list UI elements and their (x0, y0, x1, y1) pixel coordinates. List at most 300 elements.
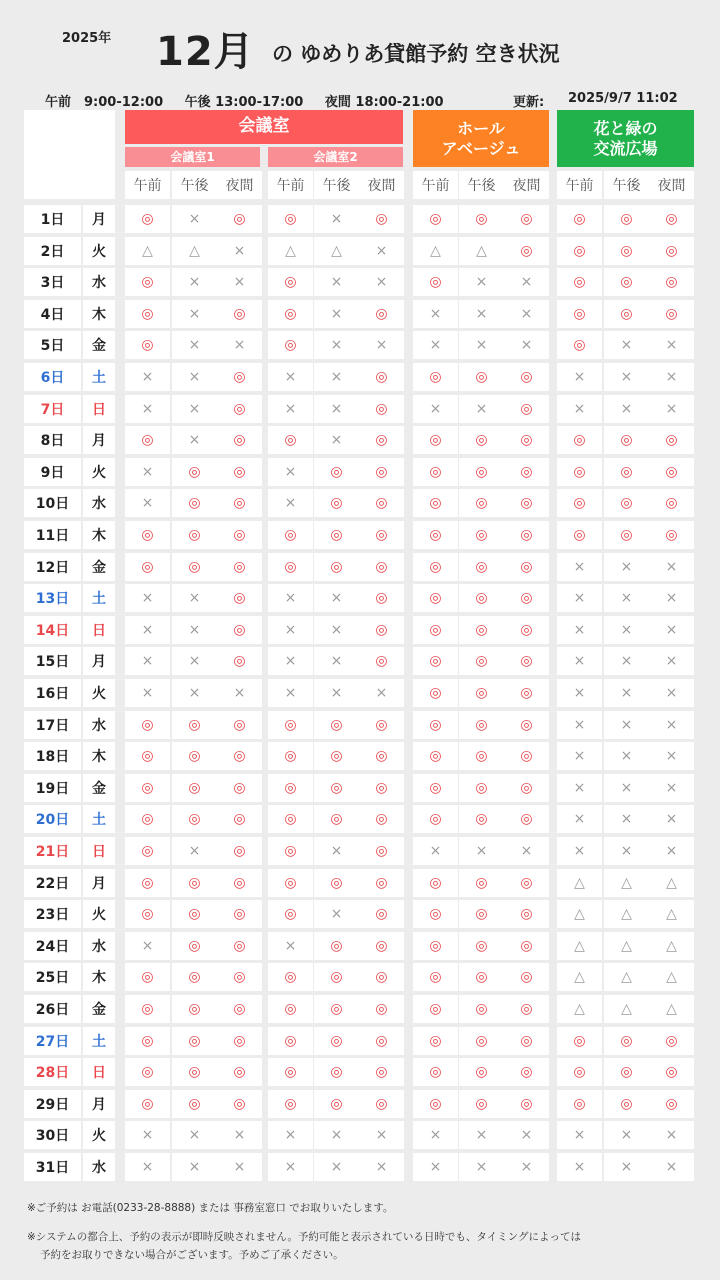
status-cell[interactable]: ◎ (314, 963, 359, 991)
status-cell[interactable]: ◎ (314, 742, 359, 770)
status-cell[interactable]: ◎ (413, 679, 458, 707)
status-cell[interactable]: ◎ (557, 521, 602, 549)
status-cell[interactable]: ◎ (459, 1090, 504, 1118)
status-cell[interactable]: ◎ (359, 300, 404, 328)
status-cell[interactable]: × (504, 1121, 549, 1149)
status-cell[interactable]: ◎ (557, 458, 602, 486)
status-cell[interactable]: ◎ (359, 458, 404, 486)
status-cell[interactable]: ◎ (504, 1090, 549, 1118)
status-cell[interactable]: × (649, 679, 694, 707)
status-cell[interactable]: ◎ (217, 647, 262, 675)
status-cell[interactable]: × (217, 1153, 262, 1181)
status-cell[interactable]: ◎ (172, 553, 217, 581)
status-cell[interactable]: ◎ (604, 237, 649, 265)
status-cell[interactable]: ◎ (217, 774, 262, 802)
status-cell[interactable]: × (413, 837, 458, 865)
status-cell[interactable]: ◎ (359, 932, 404, 960)
status-cell[interactable]: ◎ (459, 458, 504, 486)
status-cell[interactable]: ◎ (413, 616, 458, 644)
status-cell[interactable]: ◎ (125, 774, 170, 802)
status-cell[interactable]: × (268, 679, 313, 707)
status-cell[interactable]: × (172, 395, 217, 423)
status-cell[interactable]: ◎ (217, 805, 262, 833)
status-cell[interactable]: ◎ (459, 426, 504, 454)
status-cell[interactable]: × (314, 647, 359, 675)
status-cell[interactable]: ◎ (125, 1058, 170, 1086)
status-cell[interactable]: ◎ (359, 742, 404, 770)
status-cell[interactable]: ◎ (413, 363, 458, 391)
status-cell[interactable]: × (268, 584, 313, 612)
status-cell[interactable]: ◎ (172, 995, 217, 1023)
status-cell[interactable]: ◎ (649, 205, 694, 233)
status-cell[interactable]: × (314, 395, 359, 423)
status-cell[interactable]: △ (268, 237, 313, 265)
status-cell[interactable]: × (268, 647, 313, 675)
status-cell[interactable]: × (172, 647, 217, 675)
status-cell[interactable]: × (504, 1153, 549, 1181)
status-cell[interactable]: × (413, 395, 458, 423)
status-cell[interactable]: × (649, 363, 694, 391)
status-cell[interactable]: × (125, 584, 170, 612)
status-cell[interactable]: △ (557, 932, 602, 960)
status-cell[interactable]: ◎ (359, 1027, 404, 1055)
status-cell[interactable]: ◎ (314, 774, 359, 802)
status-cell[interactable]: ◎ (649, 1090, 694, 1118)
status-cell[interactable]: ◎ (459, 774, 504, 802)
status-cell[interactable]: × (459, 837, 504, 865)
status-cell[interactable]: ◎ (359, 837, 404, 865)
status-cell[interactable]: ◎ (217, 963, 262, 991)
status-cell[interactable]: ◎ (172, 1027, 217, 1055)
status-cell[interactable]: × (314, 1153, 359, 1181)
status-cell[interactable]: ◎ (413, 426, 458, 454)
status-cell[interactable]: × (604, 363, 649, 391)
status-cell[interactable]: ◎ (359, 1090, 404, 1118)
status-cell[interactable]: × (172, 300, 217, 328)
status-cell[interactable]: ◎ (268, 1027, 313, 1055)
status-cell[interactable]: ◎ (413, 1058, 458, 1086)
status-cell[interactable]: × (172, 205, 217, 233)
status-cell[interactable]: × (649, 584, 694, 612)
status-cell[interactable]: × (604, 331, 649, 359)
status-cell[interactable]: ◎ (217, 363, 262, 391)
status-cell[interactable]: ◎ (217, 900, 262, 928)
status-cell[interactable]: ◎ (125, 805, 170, 833)
status-cell[interactable]: ◎ (314, 1058, 359, 1086)
status-cell[interactable]: ◎ (459, 679, 504, 707)
status-cell[interactable]: △ (413, 237, 458, 265)
status-cell[interactable]: △ (604, 995, 649, 1023)
status-cell[interactable]: × (557, 1153, 602, 1181)
status-cell[interactable]: ◎ (649, 458, 694, 486)
status-cell[interactable]: ◎ (413, 805, 458, 833)
status-cell[interactable]: × (649, 837, 694, 865)
status-cell[interactable]: △ (604, 869, 649, 897)
status-cell[interactable]: ◎ (172, 869, 217, 897)
status-cell[interactable]: ◎ (649, 1027, 694, 1055)
status-cell[interactable]: ◎ (125, 331, 170, 359)
status-cell[interactable]: × (125, 458, 170, 486)
status-cell[interactable]: ◎ (268, 774, 313, 802)
status-cell[interactable]: ◎ (459, 869, 504, 897)
status-cell[interactable]: × (125, 932, 170, 960)
status-cell[interactable]: ◎ (649, 268, 694, 296)
status-cell[interactable]: × (217, 268, 262, 296)
status-cell[interactable]: × (557, 1121, 602, 1149)
status-cell[interactable]: ◎ (459, 742, 504, 770)
status-cell[interactable]: ◎ (314, 805, 359, 833)
status-cell[interactable]: ◎ (649, 237, 694, 265)
status-cell[interactable]: ◎ (504, 995, 549, 1023)
status-cell[interactable]: ◎ (459, 205, 504, 233)
status-cell[interactable]: ◎ (413, 774, 458, 802)
status-cell[interactable]: × (217, 237, 262, 265)
status-cell[interactable]: × (172, 616, 217, 644)
status-cell[interactable]: ◎ (504, 1027, 549, 1055)
status-cell[interactable]: × (604, 584, 649, 612)
status-cell[interactable]: ◎ (125, 426, 170, 454)
status-cell[interactable]: × (557, 742, 602, 770)
status-cell[interactable]: ◎ (125, 869, 170, 897)
status-cell[interactable]: × (125, 1121, 170, 1149)
status-cell[interactable]: ◎ (314, 932, 359, 960)
status-cell[interactable]: × (359, 1121, 404, 1149)
status-cell[interactable]: × (557, 584, 602, 612)
status-cell[interactable]: ◎ (557, 331, 602, 359)
status-cell[interactable]: × (125, 363, 170, 391)
status-cell[interactable]: ◎ (268, 1090, 313, 1118)
status-cell[interactable]: ◎ (359, 205, 404, 233)
status-cell[interactable]: ◎ (217, 1027, 262, 1055)
status-cell[interactable]: ◎ (125, 1027, 170, 1055)
status-cell[interactable]: ◎ (217, 489, 262, 517)
status-cell[interactable]: △ (459, 237, 504, 265)
status-cell[interactable]: × (268, 1121, 313, 1149)
status-cell[interactable]: ◎ (268, 426, 313, 454)
status-cell[interactable]: ◎ (172, 458, 217, 486)
status-cell[interactable]: × (172, 679, 217, 707)
status-cell[interactable]: × (125, 679, 170, 707)
status-cell[interactable]: × (172, 837, 217, 865)
status-cell[interactable]: × (557, 395, 602, 423)
status-cell[interactable]: × (314, 584, 359, 612)
status-cell[interactable]: × (268, 932, 313, 960)
status-cell[interactable]: × (268, 489, 313, 517)
status-cell[interactable]: ◎ (359, 963, 404, 991)
status-cell[interactable]: × (314, 331, 359, 359)
status-cell[interactable]: ◎ (172, 805, 217, 833)
status-cell[interactable]: ◎ (504, 900, 549, 928)
status-cell[interactable]: ◎ (314, 711, 359, 739)
status-cell[interactable]: ◎ (172, 1090, 217, 1118)
status-cell[interactable]: ◎ (268, 300, 313, 328)
status-cell[interactable]: ◎ (604, 1027, 649, 1055)
status-cell[interactable]: ◎ (504, 363, 549, 391)
status-cell[interactable]: ◎ (504, 458, 549, 486)
status-cell[interactable]: ◎ (125, 711, 170, 739)
status-cell[interactable]: ◎ (504, 805, 549, 833)
status-cell[interactable]: ◎ (172, 711, 217, 739)
status-cell[interactable]: ◎ (125, 521, 170, 549)
status-cell[interactable]: × (604, 711, 649, 739)
status-cell[interactable]: × (314, 300, 359, 328)
status-cell[interactable]: × (314, 616, 359, 644)
status-cell[interactable]: × (649, 1121, 694, 1149)
status-cell[interactable]: ◎ (459, 521, 504, 549)
status-cell[interactable]: △ (649, 900, 694, 928)
status-cell[interactable]: ◎ (314, 489, 359, 517)
status-cell[interactable]: × (217, 679, 262, 707)
status-cell[interactable]: × (413, 1153, 458, 1181)
status-cell[interactable]: ◎ (557, 1027, 602, 1055)
status-cell[interactable]: ◎ (504, 616, 549, 644)
status-cell[interactable]: × (359, 331, 404, 359)
status-cell[interactable]: × (413, 331, 458, 359)
status-cell[interactable]: ◎ (359, 584, 404, 612)
status-cell[interactable]: × (459, 300, 504, 328)
status-cell[interactable]: ◎ (649, 300, 694, 328)
status-cell[interactable]: ◎ (217, 205, 262, 233)
status-cell[interactable]: ◎ (604, 458, 649, 486)
status-cell[interactable]: △ (314, 237, 359, 265)
status-cell[interactable]: ◎ (125, 553, 170, 581)
status-cell[interactable]: ◎ (314, 521, 359, 549)
status-cell[interactable]: △ (604, 900, 649, 928)
status-cell[interactable]: ◎ (504, 521, 549, 549)
status-cell[interactable]: × (649, 774, 694, 802)
status-cell[interactable]: ◎ (217, 395, 262, 423)
status-cell[interactable]: ◎ (172, 963, 217, 991)
status-cell[interactable]: ◎ (604, 300, 649, 328)
status-cell[interactable]: × (314, 205, 359, 233)
status-cell[interactable]: ◎ (504, 553, 549, 581)
status-cell[interactable]: ◎ (649, 489, 694, 517)
status-cell[interactable]: ◎ (359, 426, 404, 454)
status-cell[interactable]: × (649, 331, 694, 359)
status-cell[interactable]: ◎ (125, 742, 170, 770)
status-cell[interactable]: ◎ (217, 837, 262, 865)
status-cell[interactable]: × (604, 837, 649, 865)
status-cell[interactable]: ◎ (359, 1058, 404, 1086)
status-cell[interactable]: ◎ (413, 711, 458, 739)
status-cell[interactable]: ◎ (217, 426, 262, 454)
status-cell[interactable]: ◎ (217, 584, 262, 612)
status-cell[interactable]: ◎ (172, 489, 217, 517)
status-cell[interactable]: ◎ (268, 837, 313, 865)
status-cell[interactable]: × (504, 837, 549, 865)
status-cell[interactable]: ◎ (604, 1058, 649, 1086)
status-cell[interactable]: ◎ (217, 1058, 262, 1086)
status-cell[interactable]: × (172, 268, 217, 296)
status-cell[interactable]: × (604, 805, 649, 833)
status-cell[interactable]: ◎ (413, 742, 458, 770)
status-cell[interactable]: ◎ (217, 300, 262, 328)
status-cell[interactable]: ◎ (459, 647, 504, 675)
status-cell[interactable]: × (314, 679, 359, 707)
status-cell[interactable]: × (268, 395, 313, 423)
status-cell[interactable]: ◎ (413, 1090, 458, 1118)
status-cell[interactable]: ◎ (504, 395, 549, 423)
status-cell[interactable]: ◎ (359, 805, 404, 833)
status-cell[interactable]: △ (557, 995, 602, 1023)
status-cell[interactable]: ◎ (504, 205, 549, 233)
status-cell[interactable]: ◎ (125, 900, 170, 928)
status-cell[interactable]: × (172, 1121, 217, 1149)
status-cell[interactable]: ◎ (459, 932, 504, 960)
status-cell[interactable]: ◎ (413, 584, 458, 612)
status-cell[interactable]: × (504, 331, 549, 359)
status-cell[interactable]: × (557, 805, 602, 833)
status-cell[interactable]: △ (649, 995, 694, 1023)
status-cell[interactable]: × (314, 426, 359, 454)
status-cell[interactable]: × (649, 1153, 694, 1181)
status-cell[interactable]: ◎ (557, 426, 602, 454)
status-cell[interactable]: ◎ (172, 900, 217, 928)
status-cell[interactable]: ◎ (459, 553, 504, 581)
status-cell[interactable]: ◎ (217, 616, 262, 644)
status-cell[interactable]: × (604, 774, 649, 802)
status-cell[interactable]: ◎ (359, 711, 404, 739)
status-cell[interactable]: ◎ (604, 489, 649, 517)
status-cell[interactable]: × (604, 1121, 649, 1149)
status-cell[interactable]: × (172, 331, 217, 359)
status-cell[interactable]: × (557, 774, 602, 802)
status-cell[interactable]: × (649, 647, 694, 675)
status-cell[interactable]: ◎ (413, 995, 458, 1023)
status-cell[interactable]: ◎ (268, 805, 313, 833)
status-cell[interactable]: × (557, 363, 602, 391)
status-cell[interactable]: ◎ (125, 995, 170, 1023)
status-cell[interactable]: ◎ (172, 521, 217, 549)
status-cell[interactable]: × (314, 268, 359, 296)
status-cell[interactable]: ◎ (268, 268, 313, 296)
status-cell[interactable]: × (172, 1153, 217, 1181)
status-cell[interactable]: × (359, 679, 404, 707)
status-cell[interactable]: ◎ (413, 963, 458, 991)
status-cell[interactable]: × (314, 1121, 359, 1149)
status-cell[interactable]: ◎ (125, 1090, 170, 1118)
status-cell[interactable]: ◎ (359, 489, 404, 517)
status-cell[interactable]: × (557, 553, 602, 581)
status-cell[interactable]: ◎ (413, 900, 458, 928)
status-cell[interactable]: ◎ (359, 521, 404, 549)
status-cell[interactable]: × (649, 805, 694, 833)
status-cell[interactable]: ◎ (268, 521, 313, 549)
status-cell[interactable]: ◎ (459, 711, 504, 739)
status-cell[interactable]: ◎ (604, 205, 649, 233)
status-cell[interactable]: × (557, 679, 602, 707)
status-cell[interactable]: ◎ (359, 995, 404, 1023)
status-cell[interactable]: ◎ (314, 1090, 359, 1118)
status-cell[interactable]: ◎ (125, 963, 170, 991)
status-cell[interactable]: ◎ (125, 837, 170, 865)
status-cell[interactable]: ◎ (413, 869, 458, 897)
status-cell[interactable]: × (413, 300, 458, 328)
status-cell[interactable]: × (557, 616, 602, 644)
status-cell[interactable]: ◎ (125, 300, 170, 328)
status-cell[interactable]: △ (604, 963, 649, 991)
status-cell[interactable]: × (359, 268, 404, 296)
status-cell[interactable]: ◎ (314, 553, 359, 581)
status-cell[interactable]: × (172, 584, 217, 612)
status-cell[interactable]: × (604, 553, 649, 581)
status-cell[interactable]: × (557, 837, 602, 865)
status-cell[interactable]: × (649, 616, 694, 644)
status-cell[interactable]: ◎ (359, 647, 404, 675)
status-cell[interactable]: ◎ (604, 521, 649, 549)
status-cell[interactable]: × (413, 1121, 458, 1149)
status-cell[interactable]: ◎ (459, 963, 504, 991)
status-cell[interactable]: ◎ (504, 711, 549, 739)
status-cell[interactable]: ◎ (314, 869, 359, 897)
status-cell[interactable]: △ (557, 869, 602, 897)
status-cell[interactable]: × (459, 268, 504, 296)
status-cell[interactable]: ◎ (217, 995, 262, 1023)
status-cell[interactable]: × (604, 679, 649, 707)
status-cell[interactable]: △ (172, 237, 217, 265)
status-cell[interactable]: ◎ (268, 995, 313, 1023)
status-cell[interactable]: ◎ (268, 1058, 313, 1086)
status-cell[interactable]: × (125, 1153, 170, 1181)
status-cell[interactable]: × (268, 363, 313, 391)
status-cell[interactable]: ◎ (172, 774, 217, 802)
status-cell[interactable]: × (504, 300, 549, 328)
status-cell[interactable]: × (459, 395, 504, 423)
status-cell[interactable]: ◎ (413, 205, 458, 233)
status-cell[interactable]: ◎ (413, 647, 458, 675)
status-cell[interactable]: ◎ (459, 616, 504, 644)
status-cell[interactable]: × (359, 1153, 404, 1181)
status-cell[interactable]: ◎ (604, 1090, 649, 1118)
status-cell[interactable]: ◎ (649, 1058, 694, 1086)
status-cell[interactable]: ◎ (413, 553, 458, 581)
status-cell[interactable]: × (125, 616, 170, 644)
status-cell[interactable]: ◎ (557, 489, 602, 517)
status-cell[interactable]: × (125, 489, 170, 517)
status-cell[interactable]: ◎ (217, 458, 262, 486)
status-cell[interactable]: ◎ (268, 742, 313, 770)
status-cell[interactable]: ◎ (504, 1058, 549, 1086)
status-cell[interactable]: ◎ (504, 647, 549, 675)
status-cell[interactable]: × (649, 742, 694, 770)
status-cell[interactable]: ◎ (504, 774, 549, 802)
status-cell[interactable]: ◎ (459, 363, 504, 391)
status-cell[interactable]: × (604, 395, 649, 423)
status-cell[interactable]: × (557, 711, 602, 739)
status-cell[interactable]: × (314, 837, 359, 865)
status-cell[interactable]: ◎ (359, 616, 404, 644)
status-cell[interactable]: ◎ (268, 711, 313, 739)
status-cell[interactable]: ◎ (459, 584, 504, 612)
status-cell[interactable]: ◎ (413, 489, 458, 517)
status-cell[interactable]: ◎ (604, 426, 649, 454)
status-cell[interactable]: △ (557, 900, 602, 928)
status-cell[interactable]: ◎ (413, 521, 458, 549)
status-cell[interactable]: ◎ (557, 268, 602, 296)
status-cell[interactable]: × (604, 742, 649, 770)
status-cell[interactable]: △ (649, 963, 694, 991)
status-cell[interactable]: × (268, 616, 313, 644)
status-cell[interactable]: ◎ (504, 584, 549, 612)
status-cell[interactable]: × (314, 363, 359, 391)
status-cell[interactable]: ◎ (557, 237, 602, 265)
status-cell[interactable]: △ (649, 932, 694, 960)
status-cell[interactable]: × (604, 1153, 649, 1181)
status-cell[interactable]: ◎ (217, 869, 262, 897)
status-cell[interactable]: × (125, 395, 170, 423)
status-cell[interactable]: △ (125, 237, 170, 265)
status-cell[interactable]: △ (649, 869, 694, 897)
